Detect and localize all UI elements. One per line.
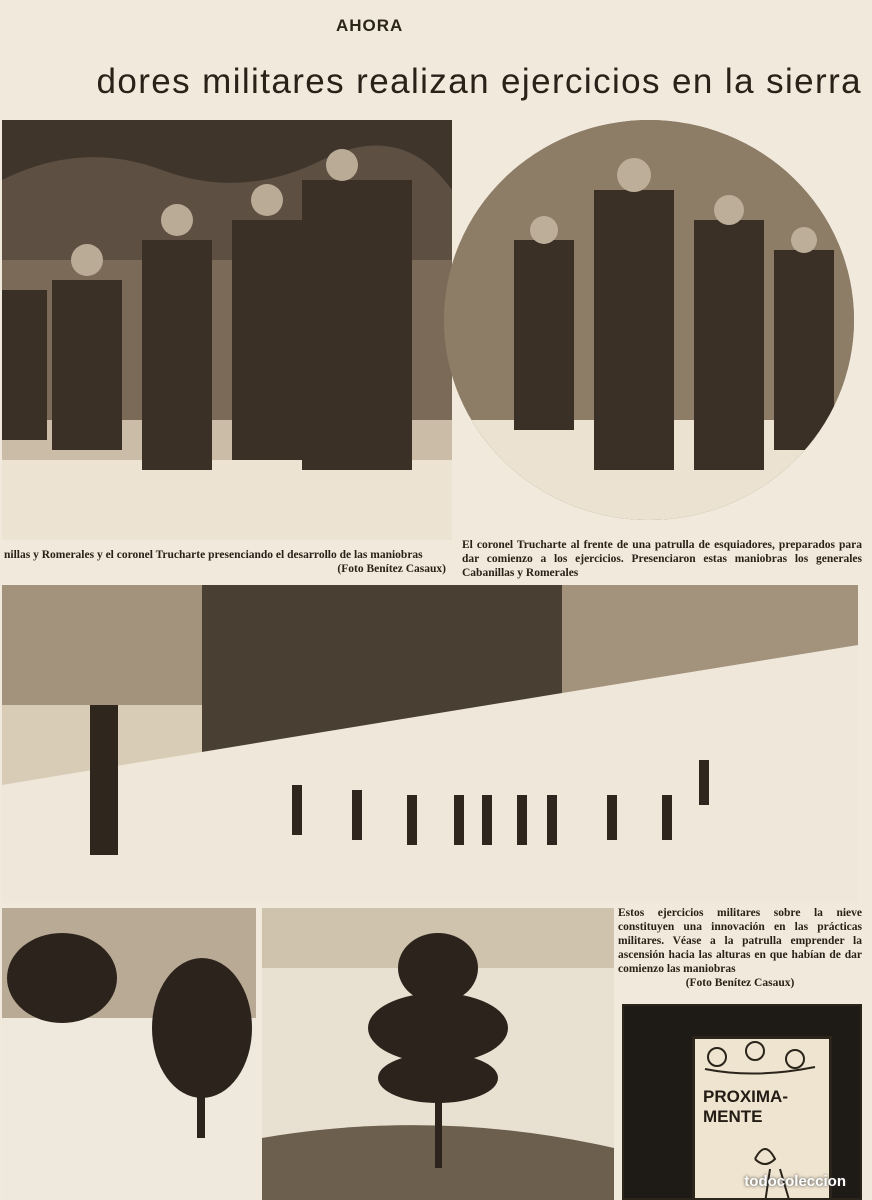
photo-ski-patrol-circle bbox=[444, 120, 854, 520]
advertisement-text: PROXIMA- MENTE bbox=[703, 1087, 788, 1126]
photo-officers-in-snow bbox=[2, 120, 452, 540]
caption-officers-text: nillas y Romerales y el coronel Trucharte presenciando el desarrollo de las maniobras bbox=[4, 549, 423, 561]
caption-ski-patrol-text: El coronel Trucharte al frente de una patrulla de esquiadores, preparados para dar comienzo a los ejercicios. Presenciaron estas maniobras los generales Cabanillas y Romerales bbox=[462, 539, 862, 579]
watermark: todocoleccion bbox=[744, 1173, 846, 1190]
advertisement-box bbox=[622, 1004, 862, 1200]
caption-patrol-ascending bbox=[618, 906, 862, 990]
caption-officers bbox=[4, 548, 446, 576]
caption-ski-patrol bbox=[462, 538, 862, 580]
caption-officers-credit: (Foto Benítez Casaux) bbox=[337, 563, 446, 575]
masthead-title: AHORA bbox=[336, 16, 404, 35]
photo-lone-pine bbox=[262, 908, 614, 1200]
headline: dores militares realizan ejercicios en la sierra bbox=[96, 62, 862, 101]
photo-patrol-ascending bbox=[2, 585, 858, 903]
photo-snowy-slope-trees bbox=[2, 908, 256, 1200]
caption-patrol-ascending-credit: (Foto Benítez Casaux) bbox=[685, 977, 795, 989]
caption-patrol-ascending-text: Estos ejercicios militares sobre la nieve constituyen una innovación en las prácticas militares. Véase a la patrulla emprender la ascensión hacia las alturas en que habían de dar comienzo las maniobras bbox=[618, 907, 862, 975]
